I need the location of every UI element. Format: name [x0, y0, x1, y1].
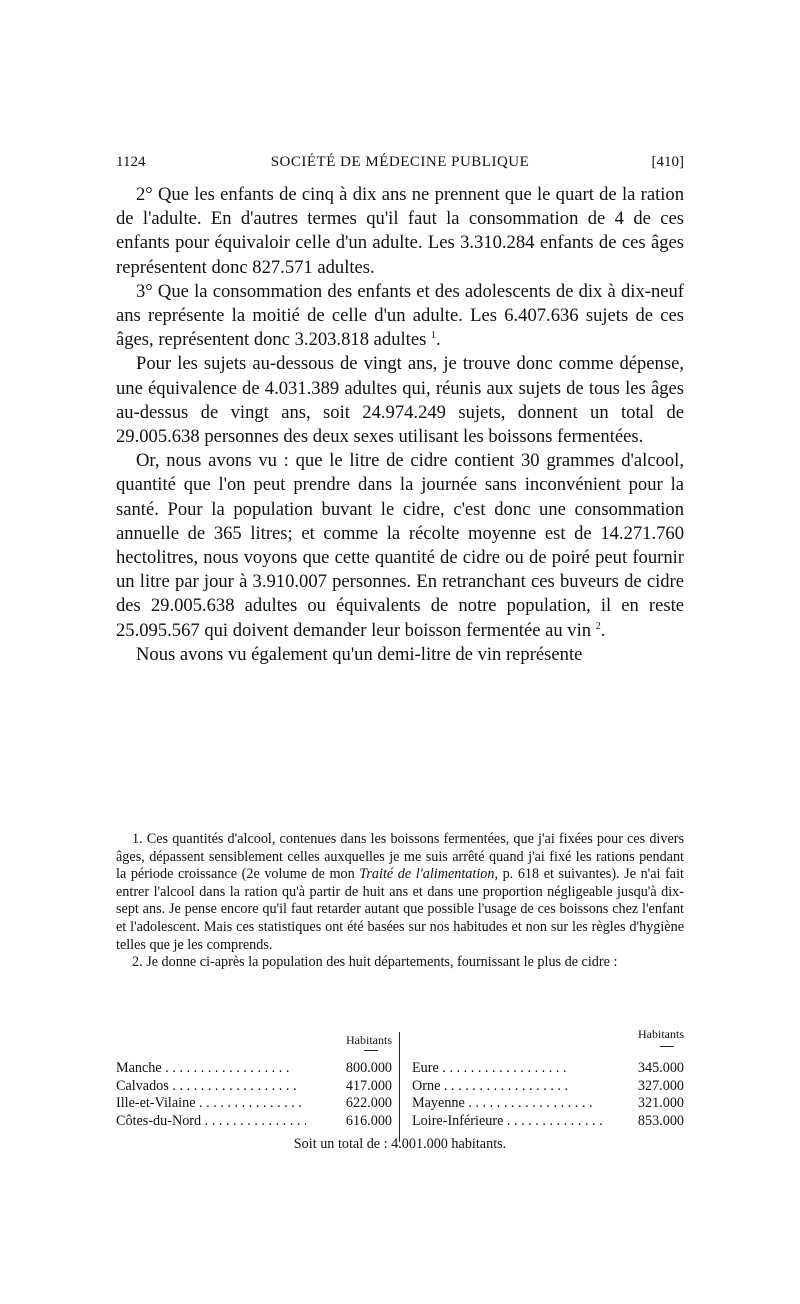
- dept-value-left: 417.000: [345, 1077, 392, 1094]
- dept-name-left: Ille-et-Vilaine . . .: [116, 1095, 306, 1113]
- paragraph-5-text: Nous avons vu également qu'un demi-litre de vin représente: [136, 643, 583, 665]
- footnote-ref-1: 1: [430, 330, 436, 342]
- dept-value-right: 321.000: [637, 1095, 684, 1112]
- dept-name-right: Mayenne . . .: [412, 1095, 602, 1113]
- paragraph-3-text: Pour les sujets au-dessous de vingt ans, je trouve donc comme dépense, une équivalence de 4.031.389 adultes qui, réunis aux sujets de tous les âges au-dessus de vingt ans, soit 24.974.249 sujets, donnent un total de 29.005.638 personnes des deux sexes utilisant les boissons fermentées.: [116, 353, 684, 448]
- dept-value-right: 853.000: [637, 1112, 684, 1129]
- col-header-right: Habitants: [638, 1027, 684, 1041]
- paragraph-2-end: .: [435, 329, 441, 351]
- header-dash-right: [660, 1046, 674, 1047]
- footnote-1-rest: , p. 618 et suivantes). Je n'ai fait entrer l'alcool dans la ration qu'à partir de huit ans et dans une proportion négligeable jusqu'à dix-sept ans. Je pense encore qu'il faut retarder autant que possible l'usage de ces boissons chez l'enfant et l'adolescent. Mais ces statistiques ont été basées sur nos habitudes et non sur les règles d'hygiène telles que je les comprends.: [116, 866, 684, 953]
- footnote-2: [116, 954, 684, 972]
- running-title: SOCIÉTÉ DE MÉDECINE PUBLIQUE: [270, 154, 530, 170]
- bracket-page-number: [410]: [651, 154, 684, 170]
- header-dash-left: [364, 1050, 378, 1051]
- footnote-2-text: 2. Je donne ci-après la population des huit départements, fournissant le plus de cidre :: [132, 954, 618, 971]
- paragraph-2: [116, 280, 684, 353]
- paragraph-3: [116, 352, 684, 449]
- paragraph-1: [116, 183, 684, 280]
- dept-name-right: Loire-Inférieure . . .: [412, 1113, 602, 1131]
- main-text: [116, 183, 684, 667]
- department-rows: [116, 1060, 684, 1130]
- footnotes: [116, 831, 684, 972]
- col-header-left: Habitants: [346, 1033, 392, 1047]
- paragraph-5: [116, 643, 684, 667]
- footnote-1: [116, 831, 684, 954]
- dept-name-right: Eure . . .: [412, 1060, 602, 1078]
- dept-name-left: Côtes-du-Nord . . .: [116, 1113, 306, 1131]
- paragraph-2-text: 3° Que la consommation des enfants et des adolescents de dix à dix-neuf ans représente la moitié de celle d'un adulte. Les 6.407.636 sujets de ces âges, représentent donc 3.203.818 adultes: [116, 280, 684, 351]
- dept-value-left: 616.000: [345, 1112, 392, 1129]
- department-table: [116, 1027, 684, 1129]
- table-row: [116, 1078, 684, 1096]
- footnote-ref-2: 2: [595, 620, 601, 632]
- dept-value-left: 800.000: [345, 1060, 392, 1076]
- dept-name-left: Calvados . . .: [116, 1078, 306, 1096]
- table-row: [116, 1060, 684, 1078]
- dept-value-right: 327.000: [637, 1077, 684, 1094]
- running-header: [116, 152, 684, 172]
- paragraph-1-text: 2° Que les enfants de cinq à dix ans ne prennent que le quart de la ration de l'adulte. En d'autres termes qu'il faut la consommation de 4 de ces enfants pour équivaloir celle d'un adulte. Les 3.310.284 enfants de ces âges représentent donc 827.571 adultes.: [116, 184, 684, 278]
- dept-name-right: Orne . . .: [412, 1078, 602, 1096]
- table-row: [116, 1113, 684, 1131]
- dept-name-left: Manche . . .: [116, 1060, 306, 1078]
- dept-value-left: 622.000: [345, 1095, 392, 1112]
- paragraph-4-end: .: [600, 619, 606, 641]
- page-number: 1124: [116, 154, 146, 170]
- footnote-1-book-title: Traité de l'alimentation: [359, 866, 495, 883]
- paragraph-4-text: Or, nous avons vu : que le litre de cidre contient 30 grammes d'alcool, quantité que l'on peut prendre dans la journée sans inconvénient pour la santé. Pour la population buvant le cidre, c'est donc une consommation annuelle de 365 litres; et comme la récolte moyenne est de 14.271.760 hectolitres, nous voyons que cette quantité de cidre ou de poiré peut fournir un litre par jour à 3.910.007 personnes. En retranchant ces buveurs de cidre des 29.005.638 adultes ou équivalents de notre population, il en reste 25.095.567 qui doivent demander leur boisson fermentée au vin: [116, 450, 684, 641]
- paragraph-4: [116, 449, 684, 643]
- population-total: Soit un total de : 4.001.000 habitants.: [293, 1136, 507, 1152]
- table-row: [116, 1095, 684, 1113]
- footnote-1-text: 1. Ces quantités d'alcool, contenues dans les boissons fermentées, que j'ai fixées pour ces divers âges, dépassent sensiblement celles auxquelles je me suis arrêté quand j'ai fixé les rations pendant la période croissance (2e volume de mon: [116, 831, 684, 883]
- dept-value-right: 345.000: [637, 1060, 684, 1076]
